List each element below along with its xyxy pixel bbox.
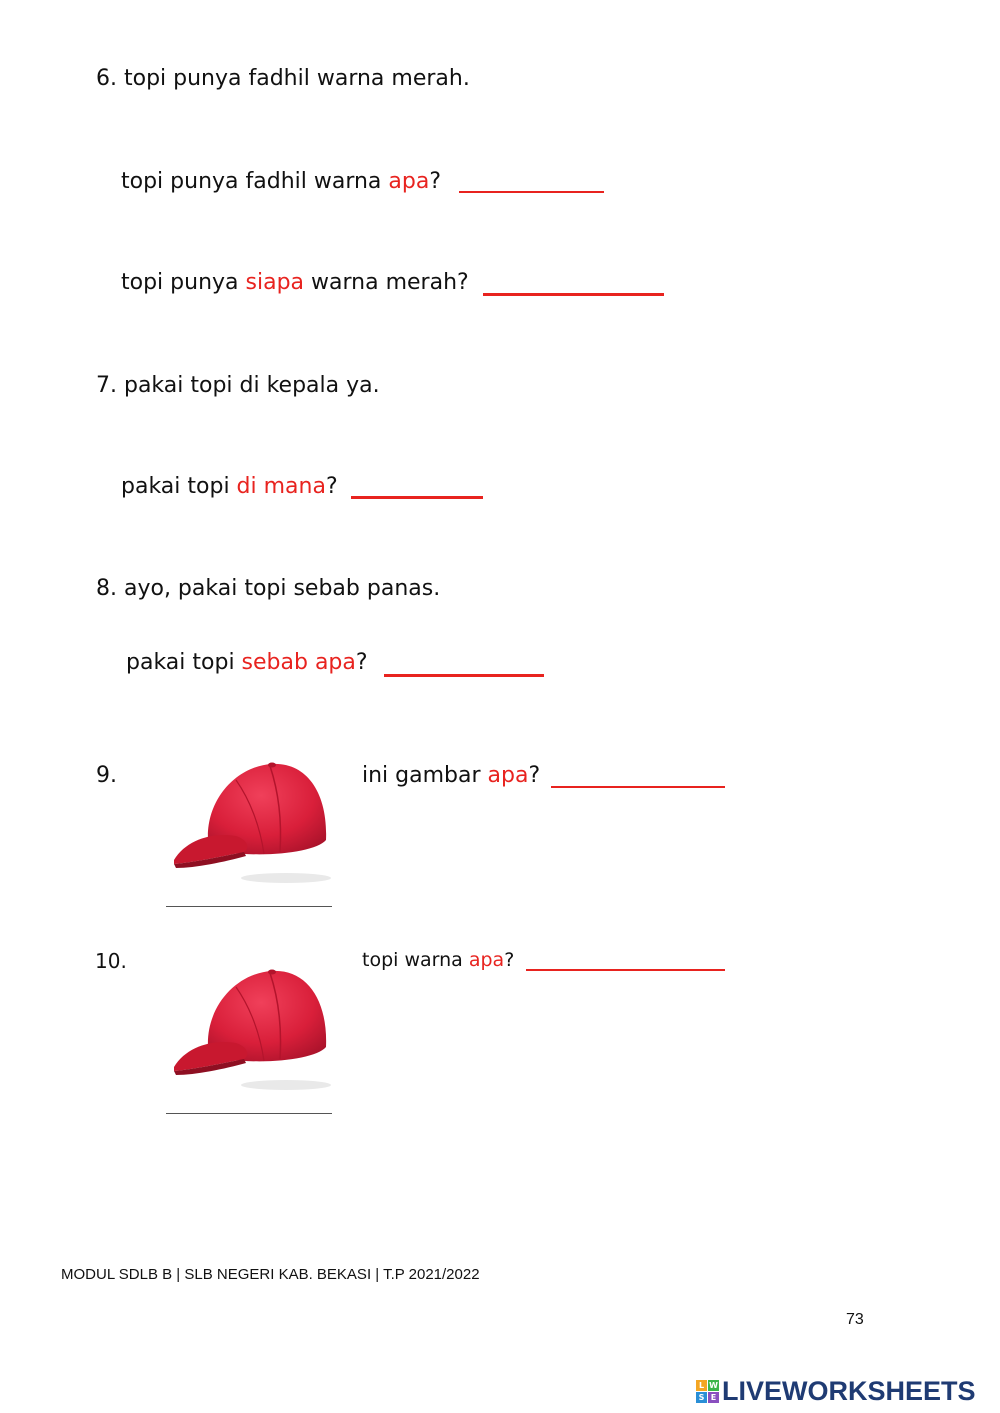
q8a-answer-blank[interactable]: [384, 674, 544, 677]
logo-cell-4: E: [708, 1392, 719, 1403]
q6b-text-pre: topi punya: [121, 270, 246, 295]
module-footer: MODUL SDLB B | SLB NEGERI KAB. BEKASI | T.P 2021/2022: [61, 1266, 480, 1283]
q8a-question-word: sebab apa: [241, 650, 356, 675]
q6b-answer-blank[interactable]: [483, 293, 664, 296]
q7a-text-pre: pakai topi: [121, 474, 237, 499]
q10a-text-post: ?: [504, 949, 515, 971]
q8a-text-post: ?: [355, 650, 368, 675]
q9a-text-pre: ini gambar: [362, 763, 488, 788]
q9-cap-image: [166, 740, 332, 907]
q9-question-a: [362, 765, 540, 787]
q6b-text-post: warna merah?: [304, 270, 469, 295]
logo-cell-1: L: [696, 1380, 707, 1391]
q6a-text-post: ?: [429, 169, 442, 194]
liveworksheets-brand[interactable]: [696, 1378, 976, 1405]
q10a-text-pre: topi warna: [362, 949, 469, 971]
q6a-text-pre: topi punya fadhil warna: [121, 169, 389, 194]
q10-number: 10.: [95, 949, 127, 973]
q10-question-a: [362, 951, 514, 970]
q10a-answer-blank[interactable]: [526, 969, 725, 971]
logo-cell-3: S: [696, 1392, 707, 1403]
q9a-question-word: apa: [487, 763, 529, 788]
q9a-text-post: ?: [528, 763, 541, 788]
q7a-answer-blank[interactable]: [351, 496, 483, 499]
liveworksheets-logo-icon: [696, 1380, 719, 1403]
q9-number: 9.: [96, 763, 117, 788]
q6-question-b: [121, 272, 469, 294]
q7-question-a: [121, 476, 338, 498]
logo-cell-2: W: [709, 1381, 718, 1390]
q9a-answer-blank[interactable]: [551, 786, 725, 788]
q7a-question-word: di mana: [236, 474, 326, 499]
red-cap-icon: [166, 740, 332, 906]
q10a-question-word: apa: [468, 949, 505, 971]
brand-name: LIVEWORKSHEETS: [722, 1376, 976, 1406]
q6a-question-word: apa: [388, 169, 430, 194]
q6-question-a: [121, 171, 441, 193]
q6b-question-word: siapa: [245, 270, 305, 295]
q10-cap-image: [166, 947, 332, 1114]
q8a-text-pre: pakai topi: [126, 650, 242, 675]
red-cap-icon: [166, 947, 332, 1113]
q8-question-a: [126, 652, 368, 674]
q7a-text-post: ?: [325, 474, 338, 499]
page-number: 73: [846, 1311, 864, 1328]
q7-statement: 7. pakai topi di kepala ya.: [96, 373, 380, 398]
q6-statement: 6. topi punya fadhil warna merah.: [96, 66, 470, 91]
q8-statement: 8. ayo, pakai topi sebab panas.: [96, 576, 441, 601]
q6a-answer-blank[interactable]: [459, 191, 604, 193]
